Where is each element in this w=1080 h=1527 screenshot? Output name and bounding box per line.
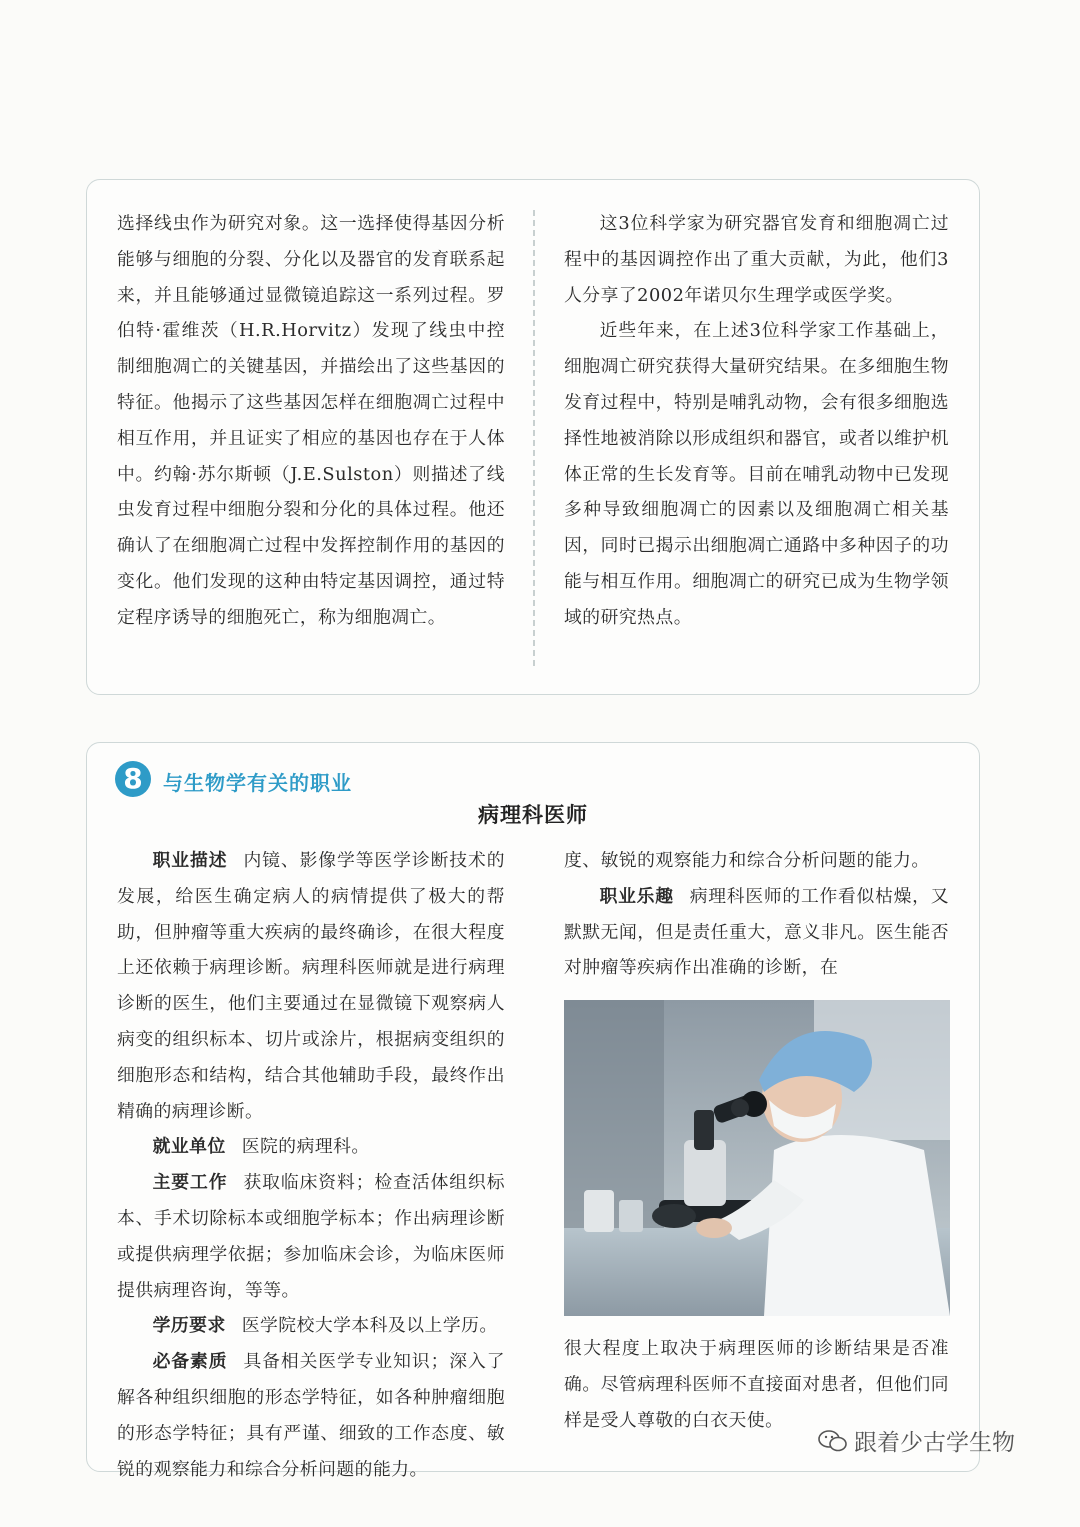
column-divider bbox=[533, 210, 535, 666]
watermark bbox=[818, 1424, 1015, 1457]
career-right-bottom bbox=[564, 1331, 949, 1438]
work-paragraph bbox=[117, 1165, 505, 1308]
nobel-paragraph: 这3位科学家为研究器官发育和细胞凋亡过程中的基因调控作出了重大贡献，为此，他们3人分享了2002年诺贝尔生理学或医学奖。 bbox=[564, 213, 949, 306]
career-box bbox=[86, 742, 980, 1480]
research-paragraph: 近些年来，在上述3位科学家工作基础上，细胞凋亡研究获得大量研究结果。在多细胞生物发育过程中，特别是哺乳动物，会有很多细胞选择性地被消除以形成组织和器官，或者以维护机体正常的生长发育等。目前在哺乳动物中已发现多种导致细胞凋亡的因素以及细胞凋亡相关基因，同时已揭示出细胞凋亡通路中多种因子的功能与相互作用。细胞凋亡的研究已成为生物学领域的研究热点。 bbox=[564, 320, 949, 628]
left-column bbox=[117, 206, 505, 636]
pathologist-microscope-photo bbox=[564, 1000, 950, 1316]
employer-label: 就业单位 bbox=[152, 1136, 226, 1158]
quality-label: 必备素质 bbox=[152, 1351, 228, 1373]
fun-label: 职业乐趣 bbox=[599, 885, 674, 907]
employer-paragraph bbox=[117, 1129, 505, 1165]
apoptosis-text-box bbox=[86, 179, 980, 695]
watermark-text: 跟着少古学生物 bbox=[854, 1430, 1015, 1456]
career-left-column bbox=[117, 843, 505, 1480]
employer-text: 医院的病理科。 bbox=[241, 1136, 370, 1158]
quality-text: 具备相关医学专业知识；深入了解各种组织细胞的形态学特征，如各种肿瘤细胞的形态学特征；具有严谨、细致的工作态度、敏锐的观察能力和综合分析问题的能力。 bbox=[117, 1351, 505, 1480]
career-right-column bbox=[564, 843, 949, 986]
description-text: 内镜、影像学等医学诊断技术的发展，给医生确定病人的病情提供了极大的帮助，但肿瘤等重大疾病的最终确诊，在很大程度上还依赖于病理诊断。病理科医师就是进行病理诊断的医生，他们主要通过在显微镜下观察病人病变的组织标本、切片或涂片，根据病变组织的细胞形态和结构，结合其他辅助手段，最终作出精确的病理诊断。 bbox=[117, 850, 505, 1122]
education-label: 学历要求 bbox=[152, 1315, 226, 1337]
quality-continuation: 度、敏锐的观察能力和综合分析问题的能力。 bbox=[564, 850, 930, 871]
apoptosis-paragraph-left: 选择线虫作为研究对象。这一选择使得基因分析能够与细胞的分裂、分化以及器官的发育联系起来，并且能够通过显微镜追踪这一系列过程。罗伯特·霍维茨（H.R.Horvitz）发现了线虫中控制细胞凋亡的关键基因，并描绘出了这些基因的特征。他揭示了这些基因怎样在细胞凋亡过程中相互作用，并且证实了相应的基因也存在于人体中。约翰·苏尔斯顿（J.E.Sulston）则描述了线虫发育过程中细胞分裂和分化的具体过程。他还确认了在细胞凋亡过程中发挥控制作用的基因的变化。他们发现的这种由特定基因调控，通过特定程序诱导的细胞死亡，称为细胞凋亡。 bbox=[117, 213, 505, 628]
education-text: 医学院校大学本科及以上学历。 bbox=[241, 1315, 498, 1337]
section-number-badge: 8 bbox=[115, 761, 151, 797]
education-paragraph bbox=[117, 1308, 505, 1344]
description-paragraph bbox=[117, 843, 505, 1129]
right-column bbox=[564, 206, 949, 636]
quality-paragraph bbox=[117, 1344, 505, 1480]
photo-illustration bbox=[564, 1000, 950, 1316]
work-label: 主要工作 bbox=[152, 1172, 228, 1194]
fun-paragraph bbox=[564, 879, 949, 986]
work-text: 获取临床资料；检查活体组织标本、手术切除标本或细胞学标本；作出病理诊断或提供病理学依据；参加临床会诊，为临床医师提供病理咨询，等等。 bbox=[117, 1172, 505, 1301]
fun-text: 病理科医师的工作看似枯燥，又默默无闻，但是责任重大，意义非凡。医生能否对肿瘤等疾病作出准确的诊断，在 bbox=[564, 885, 949, 979]
description-label: 职业描述 bbox=[152, 850, 228, 871]
fun-continuation: 很大程度上取决于病理医师的诊断结果是否准确。尽管病理科医师不直接面对患者，但他们同样是受人尊敬的白衣天使。 bbox=[564, 1338, 949, 1431]
job-title: 病理科医师 bbox=[478, 803, 588, 827]
section-title: 与生物学有关的职业 bbox=[163, 771, 352, 795]
wechat-icon bbox=[818, 1429, 848, 1453]
